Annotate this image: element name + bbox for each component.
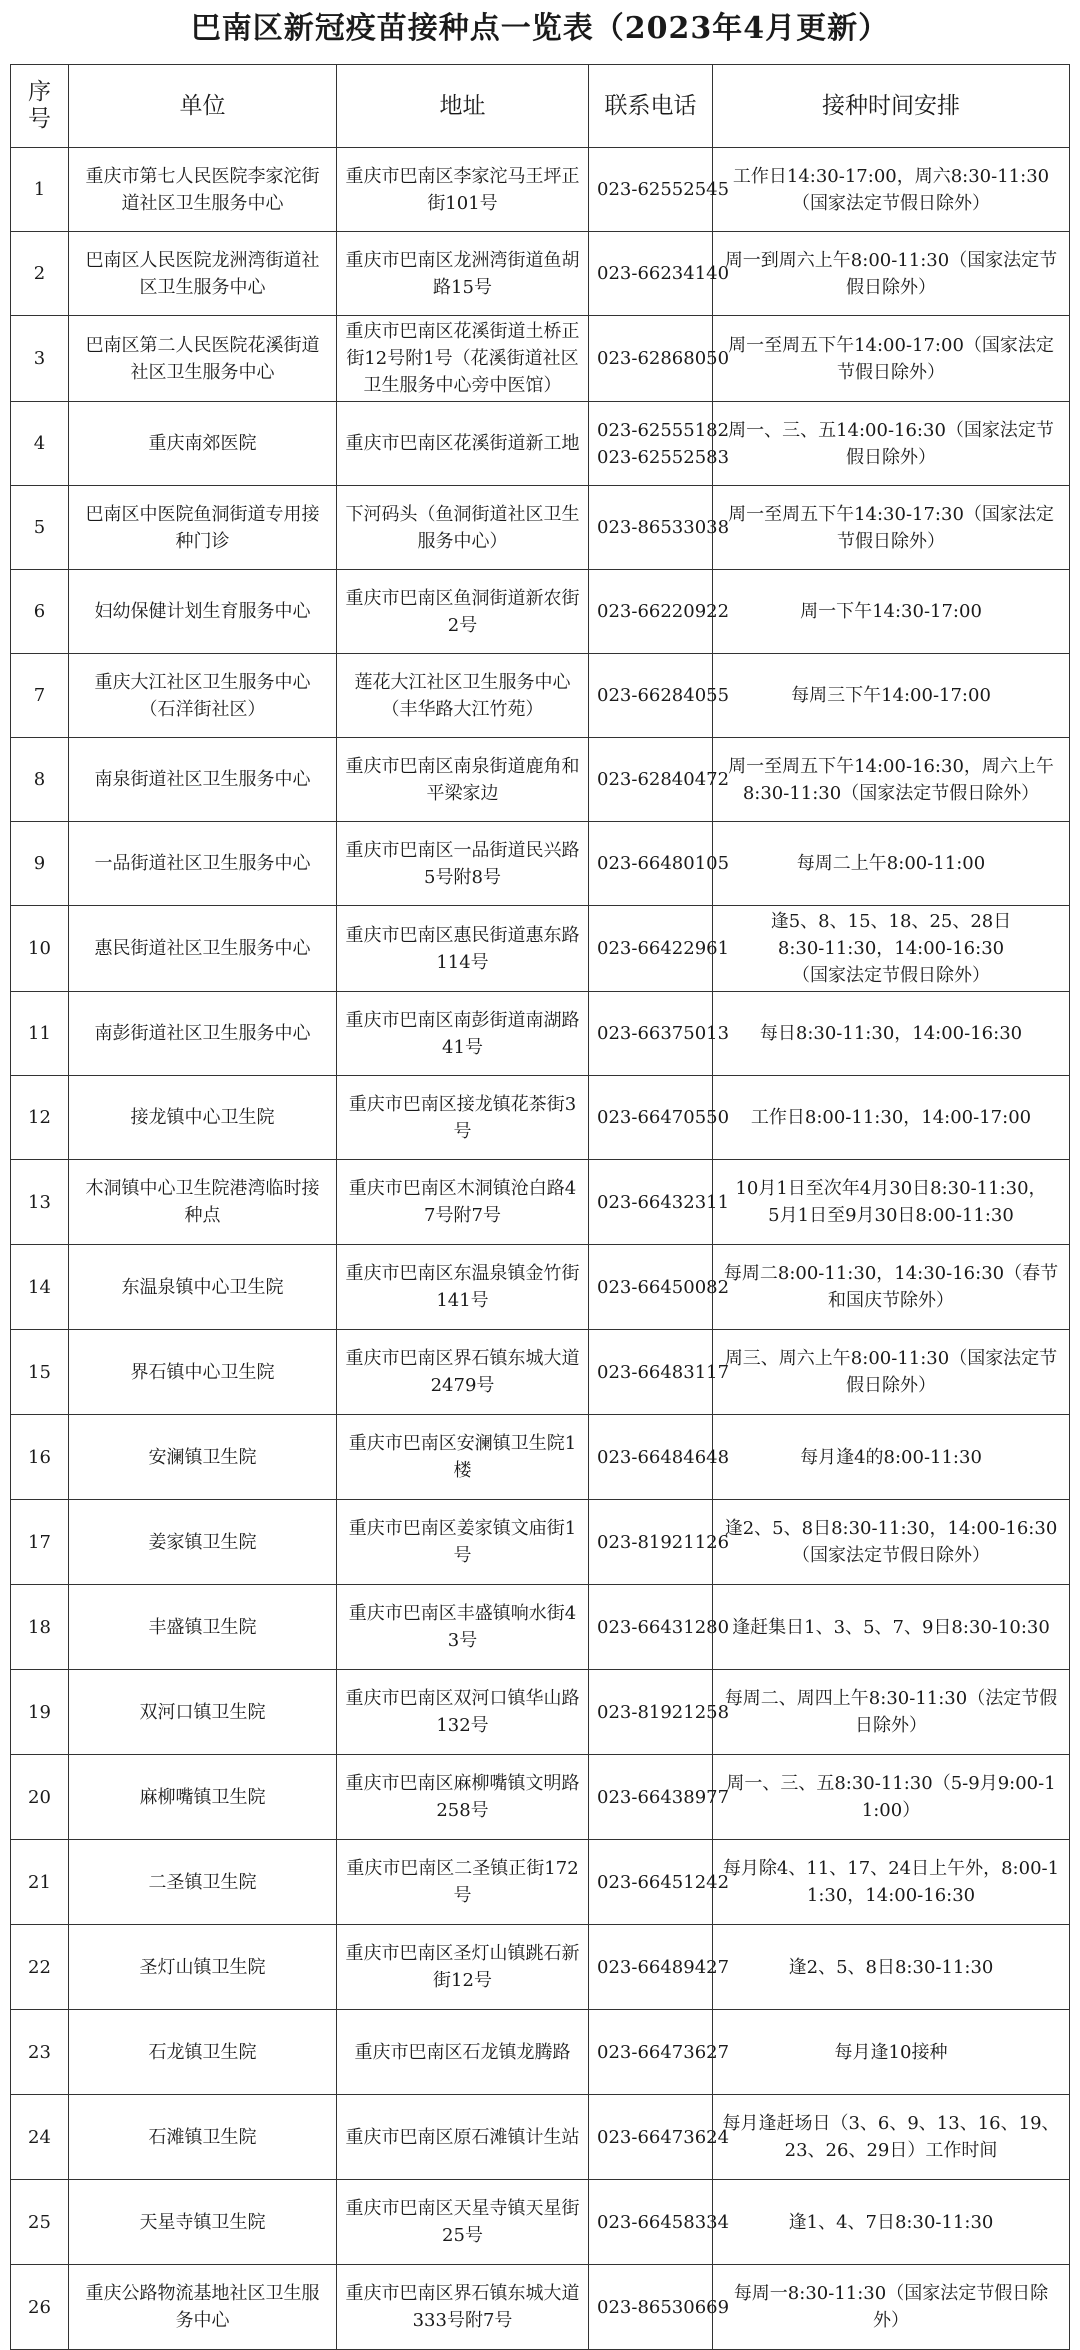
cell-schedule: 逢1、4、7日8:30-11:30 — [713, 2180, 1070, 2265]
cell-no: 9 — [11, 822, 69, 906]
cell-no: 1 — [11, 148, 69, 232]
cell-no: 3 — [11, 316, 69, 402]
cell-phone: 023-66234140 — [589, 232, 713, 316]
cell-address: 下河码头（鱼洞街道社区卫生服务中心） — [337, 486, 589, 570]
cell-phone: 023-66470550 — [589, 1076, 713, 1160]
cell-no: 24 — [11, 2095, 69, 2180]
page-title: 巴南区新冠疫苗接种点一览表（2023年4月更新） — [190, 11, 890, 46]
table-row — [11, 992, 1070, 1076]
cell-schedule: 10月1日至次年4月30日8:30-11:30， 5月1日至9月30日8:00-11:30 — [713, 1160, 1070, 1245]
cell-phone: 023-66473624 — [589, 2095, 713, 2180]
table-row — [11, 2180, 1070, 2265]
cell-unit: 一品街道社区卫生服务中心 — [69, 822, 337, 906]
cell-phone: 023-81921258 — [589, 1670, 713, 1755]
cell-unit: 巴南区人民医院龙洲湾街道社区卫生服务中心 — [69, 232, 337, 316]
cell-schedule: 周一、三、五8:30-11:30（5-9月9:00-11:00） — [713, 1755, 1070, 1840]
cell-address: 重庆市巴南区东温泉镇金竹街141号 — [337, 1245, 589, 1330]
cell-unit: 重庆公路物流基地社区卫生服务中心 — [69, 2265, 337, 2350]
cell-unit: 天星寺镇卫生院 — [69, 2180, 337, 2265]
table-row — [11, 1840, 1070, 1925]
cell-no: 21 — [11, 1840, 69, 1925]
cell-address: 重庆市巴南区麻柳嘴镇文明路258号 — [337, 1755, 589, 1840]
table-header — [11, 65, 1070, 148]
cell-address: 重庆市巴南区花溪街道新工地 — [337, 402, 589, 486]
cell-address: 重庆市巴南区惠民街道惠东路114号 — [337, 906, 589, 992]
cell-unit: 木洞镇中心卫生院港湾临时接种点 — [69, 1160, 337, 1245]
cell-schedule: 逢2、5、8日8:30-11:30，14:00-16:30（国家法定节假日除外） — [713, 1500, 1070, 1585]
cell-schedule: 每月逢10接种 — [713, 2010, 1070, 2095]
cell-phone: 023-66432311 — [589, 1160, 713, 1245]
table-row — [11, 316, 1070, 402]
cell-unit: 石龙镇卫生院 — [69, 2010, 337, 2095]
header-unit: 单位 — [69, 65, 337, 148]
cell-phone: 023-62840472 — [589, 738, 713, 822]
vaccination-sites-table — [10, 64, 1070, 2350]
cell-address: 重庆市巴南区木洞镇沧白路47号附7号 — [337, 1160, 589, 1245]
cell-phone: 023-66483117 — [589, 1330, 713, 1415]
cell-schedule: 每日8:30-11:30，14:00-16:30 — [713, 992, 1070, 1076]
header-phone: 联系电话 — [589, 65, 713, 148]
cell-phone: 023-86530669 — [589, 2265, 713, 2350]
cell-no: 20 — [11, 1755, 69, 1840]
cell-unit: 麻柳嘴镇卫生院 — [69, 1755, 337, 1840]
cell-schedule: 每月除4、11、17、24日上午外，8:00-11:30，14:00-16:30 — [713, 1840, 1070, 1925]
cell-phone: 023-66438977 — [589, 1755, 713, 1840]
cell-phone: 023-66450082 — [589, 1245, 713, 1330]
cell-schedule: 周一下午14:30-17:00 — [713, 570, 1070, 654]
cell-address: 重庆市巴南区丰盛镇响水街43号 — [337, 1585, 589, 1670]
cell-schedule: 逢2、5、8日8:30-11:30 — [713, 1925, 1070, 2010]
cell-unit: 重庆南郊医院 — [69, 402, 337, 486]
cell-phone: 023-66431280 — [589, 1585, 713, 1670]
cell-unit: 重庆市第七人民医院李家沱街道社区卫生服务中心 — [69, 148, 337, 232]
table-row — [11, 822, 1070, 906]
cell-schedule: 周一至周五下午14:00-16:30，周六上午8:30-11:30（国家法定节假日除外） — [713, 738, 1070, 822]
cell-schedule: 每月逢4的8:00-11:30 — [713, 1415, 1070, 1500]
cell-address: 重庆市巴南区二圣镇正街172号 — [337, 1840, 589, 1925]
cell-schedule: 每周三下午14:00-17:00 — [713, 654, 1070, 738]
cell-address: 莲花大江社区卫生服务中心（丰华路大江竹苑） — [337, 654, 589, 738]
table-row — [11, 402, 1070, 486]
cell-address: 重庆市巴南区南泉街道鹿角和平梁家边 — [337, 738, 589, 822]
cell-address: 重庆市巴南区接龙镇花茶街3号 — [337, 1076, 589, 1160]
cell-unit: 双河口镇卫生院 — [69, 1670, 337, 1755]
cell-unit: 重庆大江社区卫生服务中心（石洋街社区） — [69, 654, 337, 738]
cell-schedule: 周一、三、五14:00-16:30（国家法定节假日除外） — [713, 402, 1070, 486]
cell-no: 25 — [11, 2180, 69, 2265]
cell-unit: 巴南区第二人民医院花溪街道社区卫生服务中心 — [69, 316, 337, 402]
table-row — [11, 1160, 1070, 1245]
cell-phone: 023-62868050 — [589, 316, 713, 402]
table-row — [11, 570, 1070, 654]
cell-phone: 023-62552545 — [589, 148, 713, 232]
cell-unit: 姜家镇卫生院 — [69, 1500, 337, 1585]
cell-address: 重庆市巴南区圣灯山镇跳石新街12号 — [337, 1925, 589, 2010]
header-address: 地址 — [337, 65, 589, 148]
cell-no: 26 — [11, 2265, 69, 2350]
cell-phone: 023-86533038 — [589, 486, 713, 570]
table-row — [11, 654, 1070, 738]
cell-phone: 023-66458334 — [589, 2180, 713, 2265]
cell-unit: 巴南区中医院鱼洞街道专用接种门诊 — [69, 486, 337, 570]
cell-phone: 023-62555182 023-62552583 — [589, 402, 713, 486]
table-row — [11, 1755, 1070, 1840]
cell-address: 重庆市巴南区南彭街道南湖路41号 — [337, 992, 589, 1076]
cell-unit: 惠民街道社区卫生服务中心 — [69, 906, 337, 992]
cell-phone: 023-66375013 — [589, 992, 713, 1076]
table-body — [11, 148, 1070, 2350]
cell-schedule: 每周二8:00-11:30，14:30-16:30（春节和国庆节除外） — [713, 1245, 1070, 1330]
cell-schedule: 工作日8:00-11:30，14:00-17:00 — [713, 1076, 1070, 1160]
cell-no: 10 — [11, 906, 69, 992]
cell-address: 重庆市巴南区一品街道民兴路5号附8号 — [337, 822, 589, 906]
table-row — [11, 1330, 1070, 1415]
cell-unit: 石滩镇卫生院 — [69, 2095, 337, 2180]
cell-phone: 023-66220922 — [589, 570, 713, 654]
cell-schedule: 周一到周六上午8:00-11:30（国家法定节假日除外） — [713, 232, 1070, 316]
cell-schedule: 每周一8:30-11:30（国家法定节假日除外） — [713, 2265, 1070, 2350]
cell-address: 重庆市巴南区姜家镇文庙街1号 — [337, 1500, 589, 1585]
cell-phone: 023-66473627 — [589, 2010, 713, 2095]
cell-address: 重庆市巴南区龙洲湾街道鱼胡路15号 — [337, 232, 589, 316]
table-row — [11, 1076, 1070, 1160]
cell-phone: 023-66451242 — [589, 1840, 713, 1925]
table-row — [11, 148, 1070, 232]
cell-unit: 接龙镇中心卫生院 — [69, 1076, 337, 1160]
cell-unit: 圣灯山镇卫生院 — [69, 1925, 337, 2010]
cell-unit: 妇幼保健计划生育服务中心 — [69, 570, 337, 654]
cell-address: 重庆市巴南区界石镇东城大道2479号 — [337, 1330, 589, 1415]
cell-address: 重庆市巴南区石龙镇龙腾路 — [337, 2010, 589, 2095]
cell-address: 重庆市巴南区原石滩镇计生站 — [337, 2095, 589, 2180]
cell-no: 4 — [11, 402, 69, 486]
table-row — [11, 1500, 1070, 1585]
table-row — [11, 1925, 1070, 2010]
cell-address: 重庆市巴南区安澜镇卫生院1楼 — [337, 1415, 589, 1500]
cell-unit: 安澜镇卫生院 — [69, 1415, 337, 1500]
cell-unit: 丰盛镇卫生院 — [69, 1585, 337, 1670]
header-row — [11, 65, 1070, 148]
table-row — [11, 906, 1070, 992]
cell-no: 15 — [11, 1330, 69, 1415]
cell-no: 23 — [11, 2010, 69, 2095]
cell-no: 14 — [11, 1245, 69, 1330]
table-row — [11, 1585, 1070, 1670]
cell-phone: 023-66284055 — [589, 654, 713, 738]
cell-schedule: 每周二上午8:00-11:00 — [713, 822, 1070, 906]
cell-no: 12 — [11, 1076, 69, 1160]
table-row — [11, 232, 1070, 316]
cell-schedule: 周一至周五下午14:30-17:30（国家法定节假日除外） — [713, 486, 1070, 570]
cell-unit: 南泉街道社区卫生服务中心 — [69, 738, 337, 822]
cell-no: 11 — [11, 992, 69, 1076]
cell-schedule: 每月逢赶场日（3、6、9、13、16、19、23、26、29日）工作时间 — [713, 2095, 1070, 2180]
table-row — [11, 1670, 1070, 1755]
cell-unit: 二圣镇卫生院 — [69, 1840, 337, 1925]
cell-no: 2 — [11, 232, 69, 316]
cell-no: 13 — [11, 1160, 69, 1245]
cell-schedule: 周一至周五下午14:00-17:00（国家法定节假日除外） — [713, 316, 1070, 402]
cell-schedule: 周三、周六上午8:00-11:30（国家法定节假日除外） — [713, 1330, 1070, 1415]
cell-no: 7 — [11, 654, 69, 738]
cell-no: 19 — [11, 1670, 69, 1755]
cell-unit: 东温泉镇中心卫生院 — [69, 1245, 337, 1330]
cell-phone: 023-66484648 — [589, 1415, 713, 1500]
cell-address: 重庆市巴南区花溪街道土桥正街12号附1号（花溪街道社区卫生服务中心旁中医馆） — [337, 316, 589, 402]
cell-address: 重庆市巴南区双河口镇华山路132号 — [337, 1670, 589, 1755]
cell-address: 重庆市巴南区鱼洞街道新农街2号 — [337, 570, 589, 654]
cell-address: 重庆市巴南区界石镇东城大道333号附7号 — [337, 2265, 589, 2350]
cell-address: 重庆市巴南区李家沱马王坪正街101号 — [337, 148, 589, 232]
header-no: 序号 — [11, 65, 69, 148]
header-schedule: 接种时间安排 — [713, 65, 1070, 148]
cell-no: 5 — [11, 486, 69, 570]
cell-no: 8 — [11, 738, 69, 822]
table-row — [11, 1415, 1070, 1500]
cell-no: 22 — [11, 1925, 69, 2010]
cell-no: 17 — [11, 1500, 69, 1585]
table-row — [11, 1245, 1070, 1330]
table-row — [11, 2265, 1070, 2350]
table-row — [11, 738, 1070, 822]
table-row — [11, 2095, 1070, 2180]
cell-phone: 023-81921126 — [589, 1500, 713, 1585]
cell-schedule: 工作日14:30-17:00，周六8:30-11:30（国家法定节假日除外） — [713, 148, 1070, 232]
cell-phone: 023-66480105 — [589, 822, 713, 906]
cell-address: 重庆市巴南区天星寺镇天星街25号 — [337, 2180, 589, 2265]
cell-no: 18 — [11, 1585, 69, 1670]
cell-unit: 南彭街道社区卫生服务中心 — [69, 992, 337, 1076]
cell-phone: 023-66489427 — [589, 1925, 713, 2010]
table-row — [11, 486, 1070, 570]
cell-no: 6 — [11, 570, 69, 654]
cell-schedule: 每周二、周四上午8:30-11:30（法定节假日除外） — [713, 1670, 1070, 1755]
cell-schedule: 逢5、8、15、18、25、28日 8:30-11:30，14:00-16:30 （国家法定节假日除外） — [713, 906, 1070, 992]
cell-unit: 界石镇中心卫生院 — [69, 1330, 337, 1415]
table-row — [11, 2010, 1070, 2095]
cell-no: 16 — [11, 1415, 69, 1500]
cell-phone: 023-66422961 — [589, 906, 713, 992]
cell-schedule: 逢赶集日1、3、5、7、9日8:30-10:30 — [713, 1585, 1070, 1670]
